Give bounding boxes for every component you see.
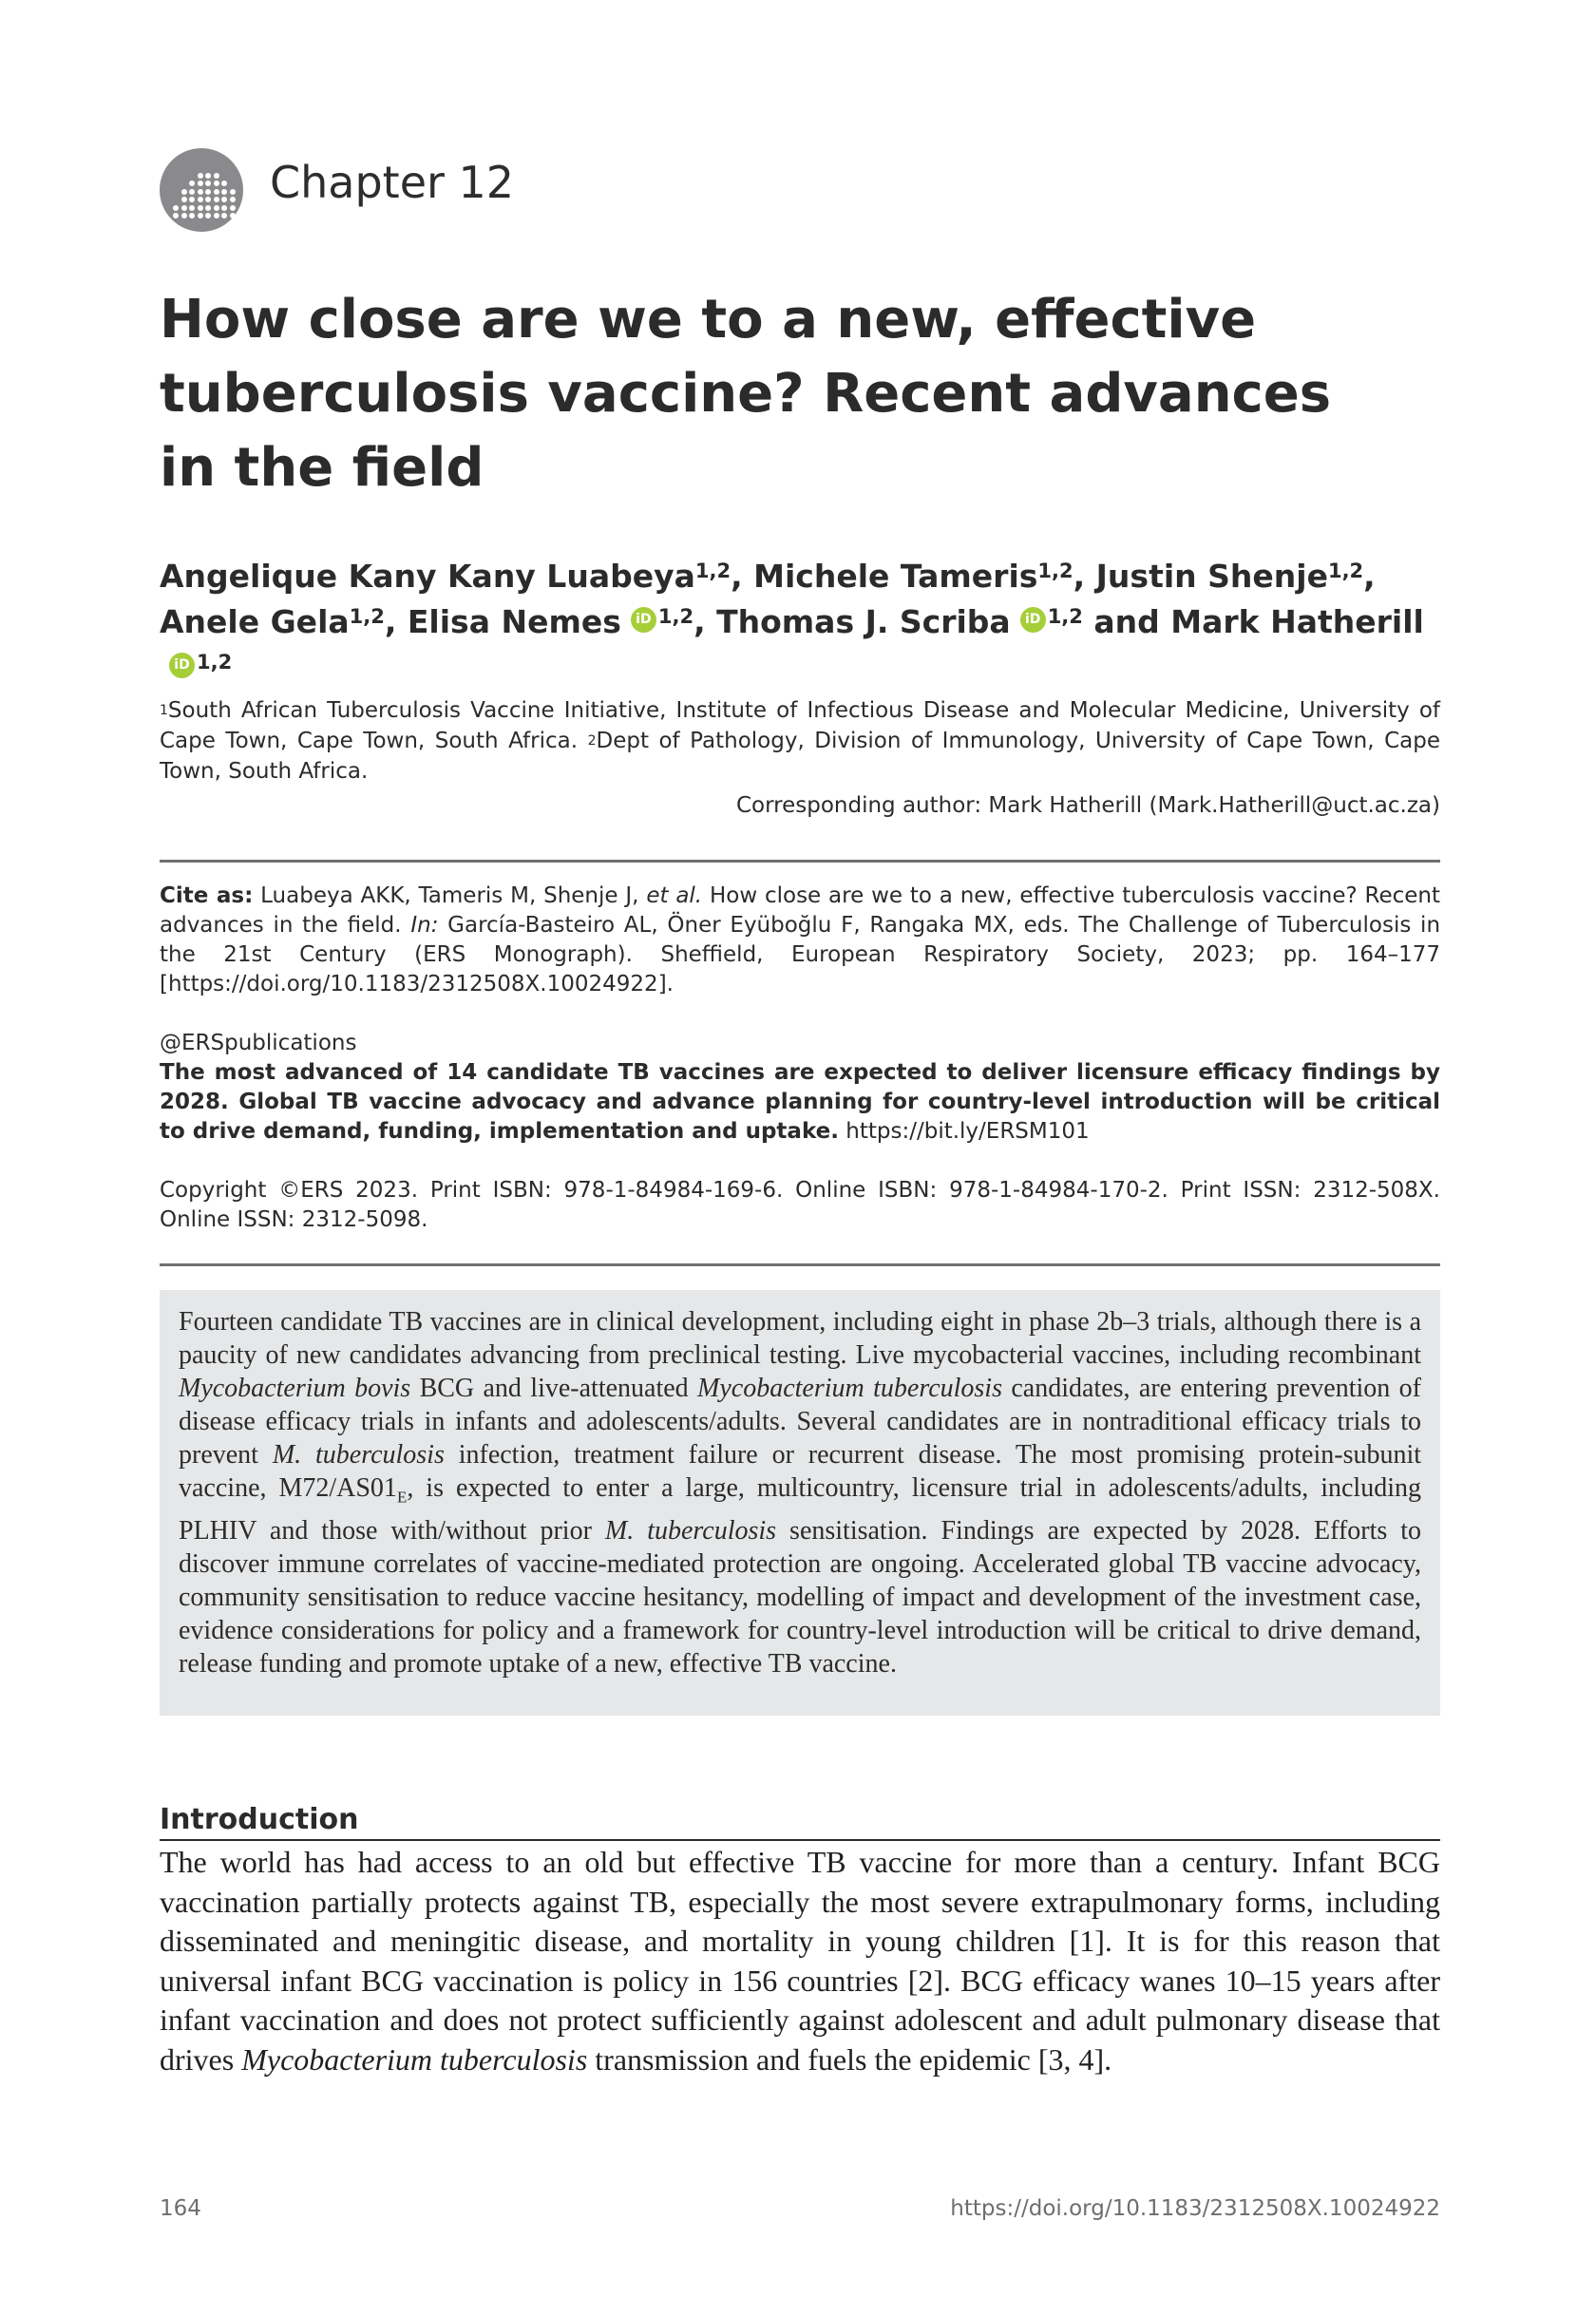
abstract-italic: Mycobacterium tuberculosis bbox=[697, 1374, 1002, 1403]
affil-sup: 1 bbox=[160, 703, 168, 718]
tweet-handle: @ERSpublications bbox=[160, 1031, 357, 1055]
abstract-span: , is expected to enter a large, multicountry, licensure trial in adolescents/adults, including PLHIV and those with/without prior bbox=[179, 1473, 1421, 1546]
cite-et-al: et al. bbox=[646, 883, 703, 908]
affil-sup: 2 bbox=[587, 733, 597, 749]
orcid-icon[interactable]: iD bbox=[169, 653, 195, 678]
logo-dot bbox=[214, 213, 219, 218]
intro-italic: Mycobacterium tuberculosis bbox=[241, 2041, 588, 2077]
cite-text: García-Basteiro AL, Öner Eyüboğlu F, Rangaka MX, eds. The Challenge of Tuberculosis in the 21st Century (ERS Monograph). Sheffield, European Respiratory Society, 2023; pp. 164–177 [https://doi.org/10.1183/2312508X.10024922]. bbox=[160, 913, 1441, 996]
author-affil-sup: 1,2 bbox=[197, 651, 233, 674]
ers-publications-block bbox=[160, 1029, 1440, 1147]
author-name: Elisa Nemes bbox=[407, 603, 621, 640]
logo-dot bbox=[230, 197, 236, 202]
logo-dot bbox=[189, 213, 195, 218]
copyright-block: Copyright ©ERS 2023. Print ISBN: 978-1-84984-169-6. Online ISBN: 978-1-84984-170-2. Print ISSN: 2312-508X. Online ISSN: 2312-5098. bbox=[160, 1178, 1440, 1232]
logo-dot bbox=[198, 180, 203, 186]
logo-dot bbox=[198, 173, 203, 179]
orcid-icon[interactable]: iD bbox=[1020, 607, 1046, 633]
page-number: 164 bbox=[160, 2196, 201, 2221]
logo-dot bbox=[198, 213, 203, 218]
logo-dot bbox=[230, 189, 236, 195]
affiliation-2: Dept of Pathology, Division of Immunology, University of Cape Town, Cape Town, South Africa. bbox=[160, 729, 1440, 784]
abstract-text bbox=[179, 1305, 1421, 1680]
affiliation-1: South African Tuberculosis Vaccine Initiative, Institute of Infectious Disease and Molecular Medicine, University of Cape Town, Cape Town, South Africa. bbox=[160, 698, 1440, 753]
affiliations bbox=[160, 695, 1440, 787]
logo-dot bbox=[189, 205, 195, 211]
logo-dot bbox=[214, 173, 219, 179]
logo-dot bbox=[173, 213, 179, 218]
logo-dot bbox=[205, 205, 211, 211]
ers-monograph-logo-icon bbox=[160, 148, 243, 232]
logo-dot bbox=[189, 197, 195, 202]
section-rule bbox=[160, 1839, 1440, 1841]
author-affil-sup: 1,2 bbox=[349, 605, 385, 628]
divider bbox=[160, 860, 1440, 863]
logo-dot bbox=[181, 213, 187, 218]
logo-dot bbox=[205, 197, 211, 202]
abstract-box bbox=[160, 1290, 1440, 1716]
author-list: Angelique Kany Kany Luabeya$^{1,2}$, Michele Tameris$^{1,2}$, Justin Shenje$^{1,2}$, Anele Gela$^{1,2}$, Elisa Nemes iD $^{1,2}$, Thomas J. Scriba iD $^{1,2}$ and Mark HatherilliD $^{1,2}$ bbox=[160, 554, 1442, 691]
author-affil-sup: 1,2 bbox=[1047, 605, 1083, 628]
abstract-span: sensitisation. Findings are expected by 2028. Efforts to discover immune correlates of vaccine-mediated protection are ongoing. Accelerated global TB vaccine advocacy, community sensitisation to reduce vaccine hesitancy, modelling of impact and development of the investment case, evidence considerations for policy and a framework for country-level introduction will be critical to drive demand, release funding and promote uptake of a new, effective TB vaccine. bbox=[179, 1515, 1422, 1679]
cite-in-label: In: bbox=[410, 913, 439, 938]
author-name: Justin Shenje bbox=[1095, 558, 1328, 595]
author-joiner: and bbox=[1093, 603, 1160, 640]
intro-span: The world has had access to an old but effective TB vaccine for more than a century. Infant BCG vaccination partially protects against TB, especially the most severe extrapulmonary forms, including disseminated and meningitic disease, and mortality in young children [1]. It is for this reason that universal infant BCG vaccination is policy in 156 countries [2]. BCG efficacy wanes 10–15 years after infant vaccination and does not protect sufficiently against adolescent and adult pulmonary disease that drives bbox=[160, 1845, 1440, 2077]
footer-doi[interactable]: https://doi.org/10.1183/2312508X.10024922 bbox=[950, 2196, 1440, 2221]
cite-text: Luabeya AKK, Tameris M, Shenje J, bbox=[260, 883, 639, 908]
logo-dot bbox=[214, 189, 219, 195]
article-title: How close are we to a new, effective tuberculosis vaccine? Recent advances in the field bbox=[160, 289, 1332, 499]
author-affil-sup: 1,2 bbox=[694, 560, 732, 582]
abstract-span: candidates, are entering prevention of disease efficacy trials in infants and adolescents/adults. Several candidates are in nontraditional efficacy trials to prevent bbox=[179, 1374, 1421, 1470]
logo-dot bbox=[214, 197, 219, 202]
abstract-italic: M. tuberculosis bbox=[604, 1515, 777, 1546]
logo-dot bbox=[221, 197, 227, 202]
citation-block bbox=[160, 882, 1440, 999]
abstract-span: infection, treatment failure or recurrent disease. The most promising protein-subunit vaccine, M72/AS01 bbox=[179, 1440, 1422, 1503]
abstract-italic: M. tuberculosis bbox=[272, 1440, 445, 1470]
corresponding-author: Corresponding author: Mark Hatherill (Mark.Hatherill@uct.ac.za) bbox=[735, 793, 1440, 818]
logo-dot bbox=[214, 205, 219, 211]
logo-dot bbox=[189, 189, 195, 195]
logo-dot bbox=[181, 189, 187, 195]
abstract-span: BCG and live-attenuated bbox=[419, 1374, 689, 1403]
intro-span: transmission and fuels the epidemic [3, 4]. bbox=[595, 2041, 1112, 2077]
logo-dot bbox=[230, 205, 236, 211]
logo-dot bbox=[198, 205, 203, 211]
tweet-text: The most advanced of 14 candidate TB vaccines are expected to deliver licensure efficacy findings by 2028. Global TB vaccine advocacy and advance planning for country-level introduction will be critical to drive demand, funding, implementation and uptake. bbox=[160, 1060, 1440, 1144]
author-name: Anele Gela bbox=[160, 603, 350, 640]
logo-dot bbox=[221, 205, 227, 211]
section-heading-introduction: Introduction bbox=[160, 1803, 359, 1836]
logo-dot bbox=[173, 205, 179, 211]
author-affil-sup: 1,2 bbox=[657, 605, 694, 628]
logo-dot bbox=[181, 205, 187, 211]
logo-dot bbox=[181, 197, 187, 202]
logo-dot bbox=[189, 180, 195, 186]
logo-dot bbox=[221, 189, 227, 195]
chapter-label: Chapter 12 bbox=[270, 157, 515, 208]
logo-dot bbox=[198, 189, 203, 195]
logo-dot bbox=[205, 180, 211, 186]
orcid-icon[interactable]: iD bbox=[631, 607, 656, 633]
logo-dot bbox=[198, 197, 203, 202]
abstract-subscript: E bbox=[396, 1488, 408, 1507]
logo-dot bbox=[230, 213, 236, 218]
abstract-italic: Mycobacterium bovis bbox=[179, 1374, 411, 1403]
introduction-paragraph bbox=[160, 1843, 1440, 2080]
author-name: Thomas J. Scriba bbox=[716, 603, 1011, 640]
author-affil-sup: 1,2 bbox=[1037, 560, 1074, 582]
logo-dot bbox=[205, 213, 211, 218]
tweet-link[interactable]: https://bit.ly/ERSM101 bbox=[846, 1119, 1090, 1144]
logo-dot bbox=[221, 213, 227, 218]
logo-dot bbox=[205, 189, 211, 195]
cite-text: How close are we to a new, effective tuberculosis vaccine? Recent advances in the field. bbox=[160, 883, 1441, 938]
author-name: Michele Tameris bbox=[753, 558, 1038, 595]
divider bbox=[160, 1263, 1440, 1266]
logo-dot bbox=[205, 173, 211, 179]
abstract-span: Fourteen candidate TB vaccines are in clinical development, including eight in phase 2b–3 trials, although there is a paucity of new candidates advancing from preclinical testing. Live mycobacterial vaccines, including recombinant bbox=[179, 1307, 1421, 1370]
author-affil-sup: 1,2 bbox=[1327, 560, 1364, 582]
author-name: Angelique Kany Kany Luabeya bbox=[160, 558, 695, 595]
logo-dot bbox=[221, 180, 227, 186]
cite-label: Cite as: bbox=[160, 883, 254, 908]
author-name: Mark Hatherill bbox=[1170, 603, 1424, 640]
logo-dot bbox=[214, 180, 219, 186]
